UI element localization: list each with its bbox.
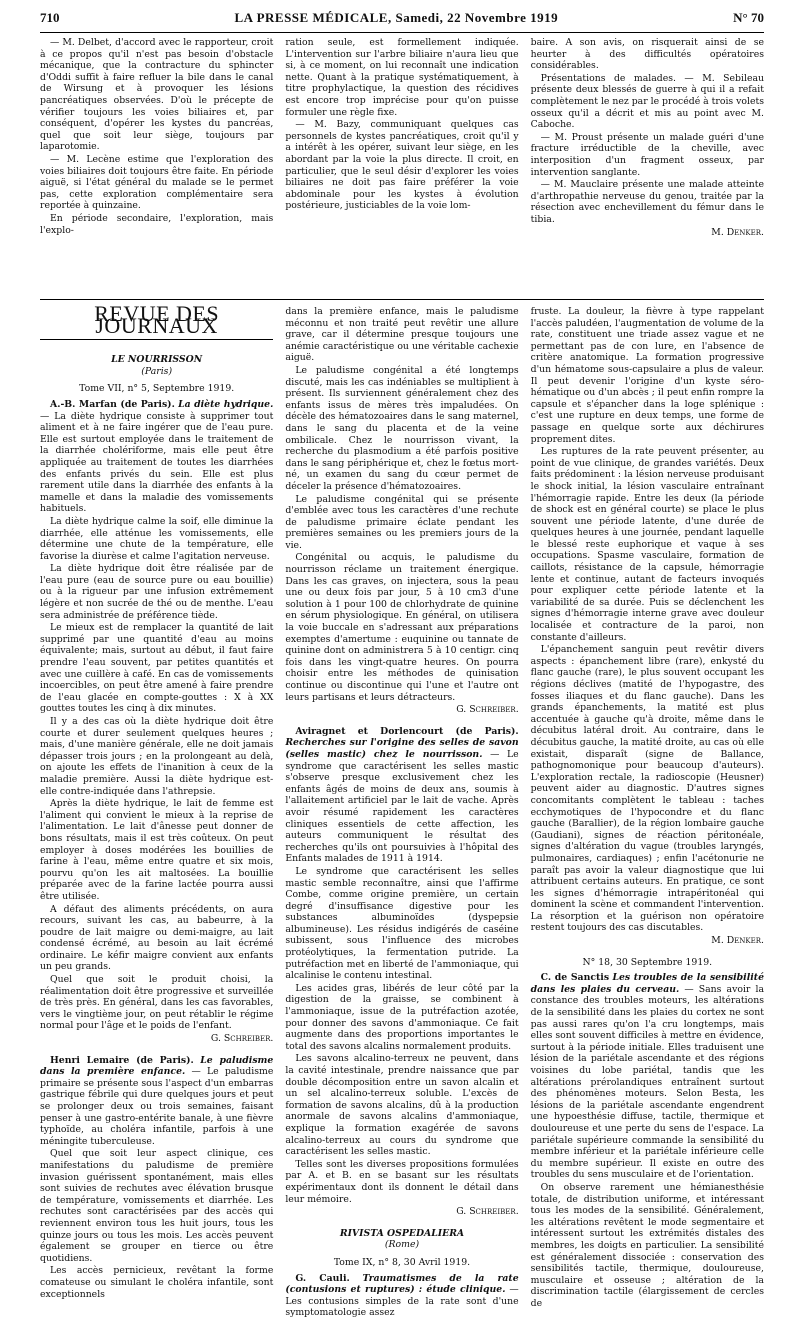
paragraph: Les accès pernicieux, revêtant la forme comateuse ou simulant le choléra infantile, sont exceptionnels bbox=[40, 1265, 274, 1300]
paragraph: Congénital ou acquis, le paludisme du nourrisson réclame un traitement énergique. Dans les cas graves, on injectera, sous la peau une ou deux fois par jour, 5 à 10 cm3 d'une solution à 1 pour 100 de chlorhydrate de quinine en sérum physiologique. En général, on utilisera la voie buccale en s'adressant aux préparations exemptes d'amertume : euquinine ou tannate de quinine dont on administrera 5 à 10 centigr. cinq fois dans les vingt-quatre heures. On pourra choisir entre les méthodes de quinisation continue ou discontinue qui l'une et l'autre ont leurs partisans et leurs détracteurs. bbox=[285, 552, 519, 703]
top-column-3 bbox=[531, 37, 764, 293]
header-rule bbox=[40, 32, 764, 33]
paragraph: La diète hydrique doit être réalisée par de l'eau pure (eau de source pure ou eau bouillie) ou à la rigueur par une infusion extrêmement légère et non sucrée de thé ou de menthe. L'eau sera administrée de préférence tiède. bbox=[40, 563, 274, 621]
author-signature: M. Denker. bbox=[711, 226, 764, 238]
top-column-2 bbox=[285, 37, 518, 293]
paragraph: — M. Bazy, communiquant quelques cas personnels de kystes pancréatiques, croit qu'il y a intérêt à les opérer, suivant leur siège, en les abordant par la voie la plus directe. Il croit, en particulier, que le seul désir d'explorer les voies biliaires ne doit pas faire préférer la voie abdominale pour les kystes à évolution postérieure, justiciables de la voie lom- bbox=[285, 119, 519, 212]
paragraph: dans la première enfance, mais le paludisme méconnu et non traité peut revêtir une allure grave, car il détermine presque toujours une anémie caractéristique ou une véritable cachexie aiguë. bbox=[285, 306, 519, 364]
section-separator bbox=[40, 299, 764, 300]
author-signature: G. Schreiber. bbox=[456, 704, 519, 716]
paragraph: — Sans avoir la constance des troubles moteurs, les altérations de la sensibilité dans les plaies du cortex ne sont pas aussi rares qu'on l'a cru longtemps, mais elles sont souvent difficiles à mettre en évidence, surtout à la période initiale. Elles traduisent une lésion de la pariétale ascendante et des régions voisines du lobe pariétal, tandis que les altérations prérolandiques entraînent surtout des phénomènes moteurs. Selon Besta, les lésions de la pariétale ascendante engendrent une hypoesthésie diffuse, tactile, thermique et douloureuse et une perte du sens de l'espace. La pariétale supérieure commande la sensibilité du membre inférieur et la pariétale inférieure celle du membre supérieur. Il existe en outre des troubles du sens musculaire et de l'orientation. bbox=[530, 983, 764, 1181]
author-signature: G. Schreiber. bbox=[456, 1206, 519, 1218]
top-column-1 bbox=[40, 37, 273, 293]
paragraph: Les savons alcalino-terreux ne peuvent, dans la cavité intestinale, prendre naissance que par double décomposition entre un savon alcalin et un sel alcalino-terreux soluble. L'excès de formation de savons alcalins, dû à la production anormale de savons alcalins d'ammoniaque, explique la formation exagérée de savons alcalino-terreux au cours du syndrome que caractérisent les selles mastic. bbox=[285, 1053, 519, 1158]
page-number: 710 bbox=[40, 10, 60, 25]
paragraph: L'épanchement sanguin peut revêtir divers aspects : épanchement libre (rare), enkysté du flanc gauche (rare), le plus souvent occupant les régions déclives (matité de l'hypogastre, des fosses iliaques et du flanc gauche). Dans les grands épanchements, la matité est plus accentuée à gauche qu'à droite, même dans le décubitus latéral droit. Au contraire, dans le décubitus gauche, la matité droite, au cas où elle existait, disparaît (signe de Ballance, pathognomonique pour beaucoup d'auteurs). L'exploration rectale, la radioscopie (Heusner) peuvent aider au diagnostic. D'autres signes concomitants complètent le tableau : taches ecchymotiques de l'hypocondre et du flanc gauche (Barallier), de la région lombaire gauche (Gaudiani), signes de réaction péritonéale, signes d'altération du vague (troubles laryngés, pulmonaires, cardiaques) ; enfin l'acétonurie ne paraît pas avoir la valeur diagnostique que lui attribuent certains auteurs. En pratique, ce sont les signes d'hémorragie intrapéritonéal qui dominent la scène et commandent l'intervention. La résorption et la guérison non opératoire restent toujours des cas discutables. bbox=[530, 644, 764, 934]
paragraph: On observe rarement une hémianesthésie totale, de distribution uniforme, et intéressant tous les modes de la sensibilité. Généralement, les altérations revêtent le mode segmentaire et intéressent surtout les extrémités distales des membres, les doigts en particulier. La sensibilité est généralement dissociée : conservation des sensibilités tactile, thermique, douloureuse, musculaire et osseuse ; altération de la discrimination tactile (élargissement de cercles de bbox=[530, 1181, 764, 1309]
paragraph: — M. Proust présente un malade guéri d'une fracture irréductible de la cheville, avec interposition d'un fragment osseux, par intervention sanglante. bbox=[530, 131, 764, 178]
newspaper-page bbox=[40, 10, 764, 1319]
article-title: Traumatismes de la rate (contusions et ruptures) : étude clinique. bbox=[285, 1272, 519, 1296]
paragraph: Le paludisme congénital qui se présente d'emblée avec tous les caractères d'une rechute de paludisme primaire éclate pendant les premières semaines ou les premiers jours de la vie. bbox=[285, 493, 519, 551]
paragraph: Le mieux est de remplacer la quantité de lait supprimé par une quantité d'eau au moins équivalente; mais, surtout au début, il faut faire prendre l'eau souvent, par petites quantités et avec une cuillère à café. En cas de vomissements incoercibles, on peut être amené à faire prendre de l'eau glacée en compte-gouttes : X à XX gouttes toutes les cinq à dix minutes. bbox=[40, 622, 274, 715]
article-intro bbox=[285, 726, 518, 865]
article-intro bbox=[40, 1055, 273, 1148]
article-author: C. de Sanctis bbox=[540, 972, 610, 984]
publication-title: LA PRESSE MÉDICALE, Samedi, 22 Novembre 1919 bbox=[234, 10, 559, 25]
article-title: Les troubles de la sensibilité dans les plaies du cerveau. bbox=[530, 972, 764, 995]
paragraph: La diète hydrique calme la soif, elle diminue la diarrhée, elle atténue les vomissements, elle détermine une chute de la température, elle favorise la diurèse et calme l'agitation nerveuse. bbox=[40, 515, 274, 562]
paragraph: Quel que soit le produit choisi, la réalimentation doit être progressive et surveillée de très près. En général, dans les cas favorables, vers le vingtième jour, on peut rétablir le régime normal pour l'âge et le poids de l'enfant. bbox=[40, 974, 274, 1032]
article-author: Henri Lemaire (de Paris). bbox=[50, 1054, 194, 1066]
paragraph: — M. Lecène estime que l'exploration des voies biliaires doit toujours être faite. En période aiguë, si l'état général du malade se le permet pas, cette exploration complémentaire sera reportée à quinzaine. bbox=[40, 153, 274, 212]
journal-place: (Paris) bbox=[141, 365, 173, 377]
journal-volume: N° 18, 30 Septembre 1919. bbox=[582, 956, 713, 968]
article-intro bbox=[285, 1273, 518, 1319]
bottom-column-1 bbox=[40, 301, 274, 1300]
paragraph: Le syndrome que caractérisent les selles mastic semble reconnaître, ainsi que l'affirme Combe, comme origine première, un certain degré d'insuffisance digestive pour les substances albuminoïdes (dyspepsie albumineuse). Les résidus indigérés de caséine subissent, sous l'influence des microbes protéolytiques, la fermentation putride. La putréfaction met en liberté de l'ammoniaque, qui alcalinise le contenu intestinal. bbox=[285, 865, 519, 982]
journal-title: LE NOURRISSON bbox=[111, 354, 203, 366]
paragraph: En période secondaire, l'exploration, mais l'explo- bbox=[40, 212, 274, 236]
paragraph: Il y a des cas où la diète hydrique doit être courte et durer seulement quelques heures ; mais, d'une manière générale, elle ne doit jamais dépasser trois jours ; en la prolongeant au delà, on ajoute les effets de l'inanition à ceux de la maladie première. Aussi la diète hydrique est-elle contre-indiquée dans l'athrepsie. bbox=[40, 716, 274, 797]
society-report bbox=[40, 37, 764, 293]
journal-volume: Tome IX, n° 8, 30 Avril 1919. bbox=[333, 1256, 471, 1268]
journal-place: (Rome) bbox=[384, 1239, 420, 1251]
paragraph: — Les contusions simples de la rate sont d'une symptomatologie assez bbox=[285, 1284, 519, 1319]
article-title: Recherches sur l'origine des selles de savon (selles mastic) chez le nourrisson. bbox=[285, 737, 519, 760]
article-author: Aviragnet et Dorlencourt (de Paris). bbox=[295, 725, 519, 737]
section-heading: REVUE DES JOURNAUX bbox=[40, 306, 273, 340]
paragraph: — M. Mauclaire présente une malade atteinte d'arthropathie nerveuse du genou, traitée par la résection avec enchevillement du fémur dans le tibia. bbox=[530, 179, 764, 225]
paragraph: ration seule, est formellement indiquée. L'intervention sur l'arbre biliaire n'aura lieu que si, à ce moment, on lui reconnaît une indication nette. Quant à la pratique systématiquement, à titre prophylactique, la question des récidives est encore trop imprécise pour qu'on puisse formuler une règle fixe. bbox=[285, 37, 519, 118]
issue-number: N° 70 bbox=[733, 10, 764, 25]
paragraph: — M. Delbet, d'accord avec le rapporteur, croit à ce propos qu'il n'est pas besoin d'obstacle mécanique, que la contracture du sphincter d'Oddi suffit à faire refluer la bile dans le canal de Wirsung et à provoquer les lésions pancréatiques observées. D'où le précepte de vérifier toujours les voies biliaires et, par conséquent, d'opérer les kystes du pancréas, quel que soit leur siège, toujours par laparotomie. bbox=[40, 37, 274, 153]
paragraph: baire. A son avis, on risquerait ainsi de se heurter à des difficultés opératoires considérables. bbox=[530, 37, 764, 72]
paragraph: — Le syndrome que caractérisent les selles mastic s'observe presque exclusivement chez les enfants âgés de moins de deux ans, soumis à l'allaitement artificiel par le lait de vache. Après avoir résumé rapidement les caractères cliniques essentiels de cette affection, les auteurs communiquent le résultat des recherches qu'ils ont poursuivies à l'hôpital des Enfants malades de 1911 à 1914. bbox=[285, 748, 519, 865]
author-signature: M. Denker. bbox=[711, 935, 764, 947]
paragraph: Le paludisme congénital a été longtemps discuté, mais les cas indéniables se multiplient à présent. Ils surviennent généralement chez des enfants issus de mères très impaludées. On décèle des hématozoaires dans le sang maternel, dans le sang du placenta et de la veine ombilicale. Chez le nourrisson vivant, la recherche du plasmodium a été parfois positive dans le sang périphérique et, chez le fœtus mort-né, un examen du sang du cœur permet de déceler la présence d'hématozoaires. bbox=[285, 364, 519, 492]
journal-review bbox=[40, 301, 764, 1319]
article-author: G. Cauli. bbox=[295, 1272, 350, 1284]
author-signature: G. Schreiber. bbox=[210, 1033, 274, 1045]
page-header bbox=[40, 10, 764, 30]
paragraph: Telles sont les diverses propositions formulées par A. et B. en se basant sur les résultats expérimentaux dont ils donnent le détail dans leur mémoire. bbox=[285, 1158, 519, 1205]
paragraph: A défaut des aliments précédents, on aura recours, suivant les cas, au babeurre, à la poudre de lait maigre ou demi-maigre, au lait condensé écrémé, au besoin au lait écrémé ordinaire. Le kéfir maigre convient aux enfants un peu grands. bbox=[40, 903, 274, 973]
paragraph: Les ruptures de la rate peuvent présenter, au point de vue clinique, de grandes variétés. Deux faits prédominent : la lésion nerveuse produisant le shock initial, la lésion vasculaire entraînant l'hémorragie rapide. Entre les deux (la période de shock est en général courte) se place le plus souvent une période latente, d'une durée de quelques heures à une journée, pendant laquelle le blessé reste euphorique et vaque à ses occupations. Spasme vasculaire, formation de caillots, résistance de la capsule, hémorragie lente et continue, autant de facteurs invoqués pour expliquer cette période latente et la variabilité de sa durée. Puis se déclenchent les signes d'hémorragie interne grave avec douleur localisée et contracture de la paroi, non constante d'ailleurs. bbox=[530, 446, 764, 643]
article-author: A.-B. Marfan (de Paris). bbox=[50, 398, 175, 410]
bottom-column-2 bbox=[285, 306, 519, 1319]
paragraph: — Le paludisme primaire se présente sous l'aspect d'un embarras gastrique fébrile qui dure quelques jours et peut se prolonger deux ou trois semaines, faisant penser à une gastro-entérite banale, à une fièvre typhoïde, au choléra infantile, parfois à une méningite tuberculeuse. bbox=[40, 1066, 274, 1147]
paragraph: Les acides gras, libérés de leur côté par la digestion de la graisse, se combinent à l'ammoniaque, issue de la putréfaction azotée, pour donner des savons d'ammoniaque. Ce fait augmente dans des proportions importantes le total des savons alcalins normalement produits. bbox=[285, 982, 519, 1052]
article-title: Le paludisme dans la première enfance. bbox=[40, 1054, 274, 1078]
paragraph: Présentations de malades. — M. Sebileau présente deux blessés de guerre à qui il a refait complètement le nez par le procédé à trois volets osseux qu'il a décrit et mis au point avec M. Caboche. bbox=[530, 72, 764, 131]
article-intro bbox=[531, 972, 764, 1181]
journal-volume: Tome VII, n° 5, Septembre 1919. bbox=[79, 383, 235, 395]
paragraph: Quel que soit leur aspect clinique, ces manifestations du paludisme de première invasion guérissent spontanément, mais elles sont suivies de rechutes avec élévation brusque de température, vomissements et diarrhée. Les rechutes sont caractérisées par des accès qui reviennent environ tous les huit jours, tous les quinze jours ou tous les mois. Les accès peuvent également se grouper en tierce ou être quotidiens. bbox=[40, 1148, 274, 1264]
journal-title: RIVISTA OSPEDALIERA bbox=[339, 1227, 465, 1239]
article-intro bbox=[40, 399, 273, 515]
paragraph: — La diète hydrique consiste à supprimer tout aliment et à ne faire ingérer que de l'eau pure. Elle est surtout employée dans le traitement de la diarrhée cholériforme, mais elle peut être appliquée au traitement de toutes les diarrhées des enfants privés du sein. Elle est plus rarement utile dans la diarrhée des enfants à la mamelle et dans la maladie des vomissements habituels. bbox=[40, 410, 274, 515]
article-title: La diète hydrique. bbox=[178, 398, 274, 410]
paragraph: fruste. La douleur, la fièvre à type rappelant l'accès paludéen, l'augmentation de volume de la rate, constituent une triade assez vague et ne permettant pas de con lure, en l'absence de critère anatomique. La formation progressive d'un hématome sous-capsulaire a plus de valeur. Il peut devenir l'origine d'un kyste séro-hématique ou d'un abcès ; il peut enfin rompre la capsule et s'épancher dans la loge splénique : c'est une rupture en deux temps, une forme de passage en quelque sorte aux déchirures proprement dites. bbox=[530, 306, 764, 445]
bottom-column-3 bbox=[530, 306, 764, 1309]
paragraph: Après la diète hydrique, le lait de femme est l'aliment qui convient le mieux à la reprise de l'alimentation. Le lait d'ânesse peut donner de bons résultats, mais il est très coûteux. On peut employer à doses modérées les bouillies de farine à l'eau, même entre quatre et six mois, pourvu qu'on les ait maltosées. La bouillie préparée avec de la farine lactée pourra aussi être utilisée. bbox=[40, 798, 274, 902]
